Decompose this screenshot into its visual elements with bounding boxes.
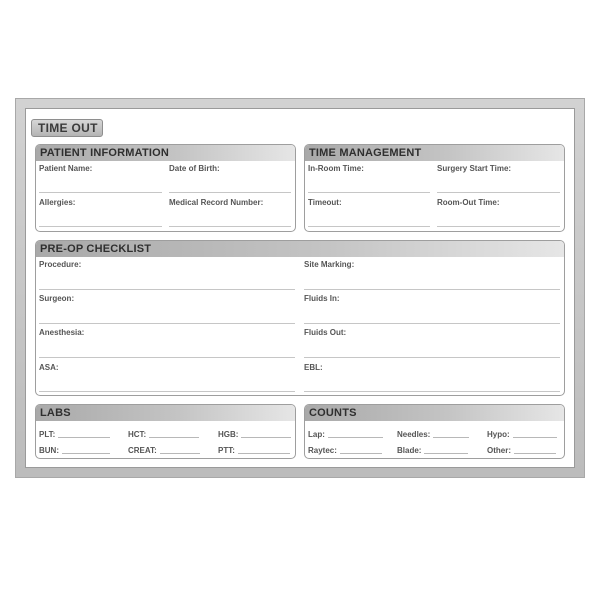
timeout-line[interactable] bbox=[308, 226, 430, 227]
time-management-header: TIME MANAGEMENT bbox=[305, 145, 564, 161]
ebl-label: EBL: bbox=[304, 363, 323, 372]
fluids-out-line[interactable] bbox=[304, 357, 560, 358]
other-line[interactable] bbox=[514, 453, 556, 454]
in-room-time-line[interactable] bbox=[308, 192, 430, 193]
blade-field[interactable] bbox=[397, 446, 468, 455]
medical-record-number-line[interactable] bbox=[169, 226, 291, 227]
board-title: TIME OUT bbox=[31, 119, 103, 137]
bun-line[interactable] bbox=[62, 453, 110, 454]
medical-record-number-label: Medical Record Number: bbox=[169, 198, 264, 207]
lap-label: Lap: bbox=[308, 430, 325, 439]
hypo-field[interactable] bbox=[487, 430, 557, 439]
bun-label: BUN: bbox=[39, 446, 59, 455]
patient-name-line[interactable] bbox=[39, 192, 162, 193]
raytec-field[interactable] bbox=[308, 446, 382, 455]
creat-field[interactable] bbox=[128, 446, 200, 455]
creat-line[interactable] bbox=[160, 453, 200, 454]
raytec-label: Raytec: bbox=[308, 446, 337, 455]
plt-label: PLT: bbox=[39, 430, 56, 439]
fluids-in-line[interactable] bbox=[304, 323, 560, 324]
hgb-label: HGB: bbox=[218, 430, 239, 439]
blade-label: Blade: bbox=[397, 446, 422, 455]
lap-line[interactable] bbox=[328, 437, 383, 438]
site-marking-label: Site Marking: bbox=[304, 260, 355, 269]
bun-field[interactable] bbox=[39, 446, 110, 455]
fluids-out-label: Fluids Out: bbox=[304, 328, 347, 337]
procedure-label: Procedure: bbox=[39, 260, 82, 269]
timeout-label: Timeout: bbox=[308, 198, 342, 207]
plt-field[interactable] bbox=[39, 430, 110, 439]
anesthesia-label: Anesthesia: bbox=[39, 328, 85, 337]
allergies-line[interactable] bbox=[39, 226, 162, 227]
time-management-section bbox=[304, 144, 565, 232]
hct-label: HCT: bbox=[128, 430, 147, 439]
asa-line[interactable] bbox=[39, 391, 295, 392]
asa-label: ASA: bbox=[39, 363, 59, 372]
other-field[interactable] bbox=[487, 446, 556, 455]
hgb-field[interactable] bbox=[218, 430, 291, 439]
hypo-label: Hypo: bbox=[487, 430, 510, 439]
lap-field[interactable] bbox=[308, 430, 383, 439]
pre-op-checklist-header: PRE-OP CHECKLIST bbox=[36, 241, 564, 257]
hct-field[interactable] bbox=[128, 430, 199, 439]
needles-field[interactable] bbox=[397, 430, 469, 439]
labs-header: LABS bbox=[36, 405, 295, 421]
hypo-line[interactable] bbox=[513, 437, 557, 438]
hgb-line[interactable] bbox=[241, 437, 291, 438]
patient-information-header: PATIENT INFORMATION bbox=[36, 145, 295, 161]
needles-line[interactable] bbox=[433, 437, 469, 438]
surgeon-label: Surgeon: bbox=[39, 294, 75, 303]
plt-line[interactable] bbox=[58, 437, 110, 438]
surgeon-line[interactable] bbox=[39, 323, 295, 324]
ptt-label: PTT: bbox=[218, 446, 235, 455]
allergies-label: Allergies: bbox=[39, 198, 76, 207]
room-out-time-line[interactable] bbox=[437, 226, 560, 227]
procedure-line[interactable] bbox=[39, 289, 295, 290]
blade-line[interactable] bbox=[424, 453, 468, 454]
surgery-start-time-line[interactable] bbox=[437, 192, 560, 193]
patient-name-label: Patient Name: bbox=[39, 164, 93, 173]
counts-header: COUNTS bbox=[305, 405, 564, 421]
raytec-line[interactable] bbox=[340, 453, 382, 454]
ebl-line[interactable] bbox=[304, 391, 560, 392]
fluids-in-label: Fluids In: bbox=[304, 294, 340, 303]
hct-line[interactable] bbox=[149, 437, 199, 438]
in-room-time-label: In-Room Time: bbox=[308, 164, 364, 173]
date-of-birth-line[interactable] bbox=[169, 192, 291, 193]
needles-label: Needles: bbox=[397, 430, 431, 439]
surgery-start-time-label: Surgery Start Time: bbox=[437, 164, 512, 173]
date-of-birth-label: Date of Birth: bbox=[169, 164, 220, 173]
pre-op-checklist-section bbox=[35, 240, 565, 396]
other-label: Other: bbox=[487, 446, 511, 455]
room-out-time-label: Room-Out Time: bbox=[437, 198, 500, 207]
ptt-field[interactable] bbox=[218, 446, 290, 455]
site-marking-line[interactable] bbox=[304, 289, 560, 290]
patient-information-section bbox=[35, 144, 296, 232]
creat-label: CREAT: bbox=[128, 446, 157, 455]
ptt-line[interactable] bbox=[238, 453, 290, 454]
anesthesia-line[interactable] bbox=[39, 357, 295, 358]
